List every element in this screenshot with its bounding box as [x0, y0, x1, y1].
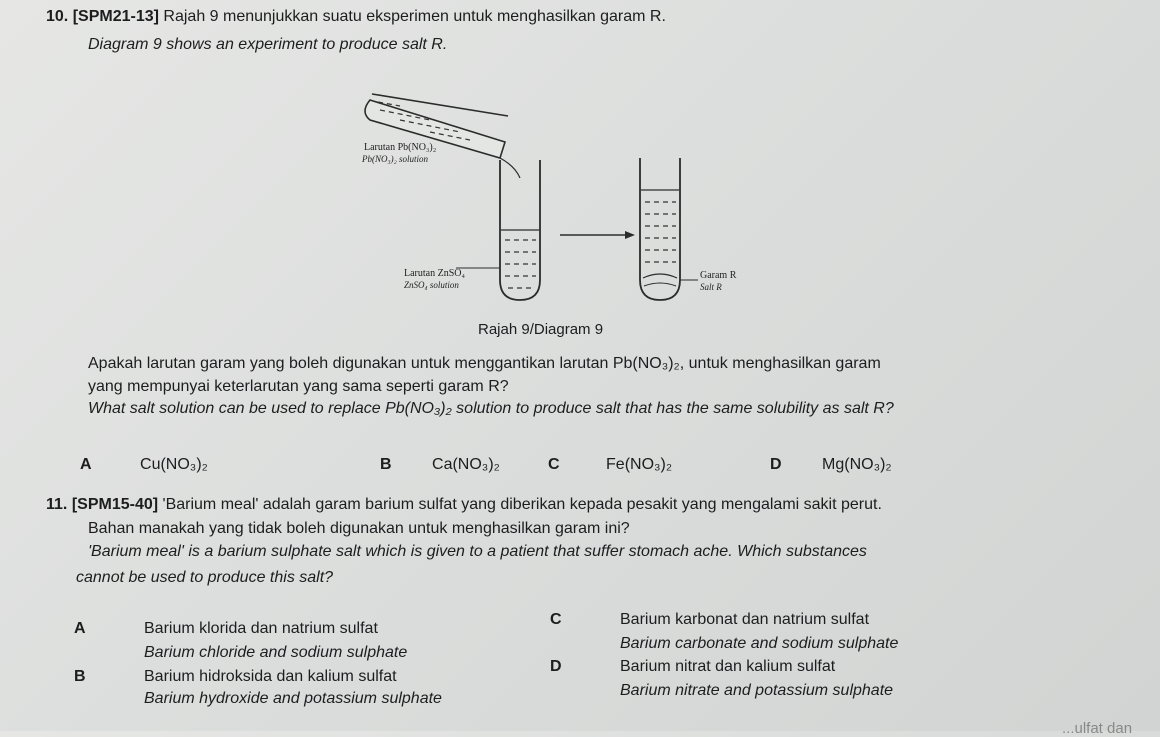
q11-english-1: 'Barium meal' is a barium sulphate salt which is given to a patient that suffer stomach ache. Which substances [88, 543, 867, 560]
option-letter: B [380, 456, 392, 473]
option-text-malay: Barium klorida dan natrium sulfat [144, 620, 378, 637]
q10-question-english: What salt solution can be used to replace Pb(NO₃)₂ solution to produce salt that has the same solubility as salt R? [88, 400, 894, 417]
q11-english-2: cannot be used to produce this salt? [76, 569, 334, 586]
option-text: Mg(NO₃)₂ [822, 456, 892, 473]
option-text: Cu(NO₃)₂ [140, 456, 208, 473]
q11-malay-1: 'Barium meal' adalah garam barium sulfat yang diberikan kepada pesakit yang mengalami sakit perut. [162, 496, 882, 513]
option-letter: A [80, 456, 92, 473]
q10-option-a[interactable] [80, 456, 208, 474]
q10-option-d[interactable] [770, 456, 892, 474]
experiment-diagram [340, 80, 780, 310]
option-text-malay: Barium hidroksida dan kalium sulfat [144, 668, 397, 685]
label-salt-english: Salt R [700, 282, 722, 292]
label-pb-malay: Larutan Pb(NO₃)₂ [364, 142, 437, 153]
left-test-tube [500, 160, 540, 300]
option-text-english: Barium nitrate and potassium sulphate [620, 682, 894, 699]
q10-intro-english: Diagram 9 shows an experiment to produce salt R. [88, 36, 448, 53]
q11-header-malay [46, 496, 882, 514]
label-salt-malay: Garam R [700, 270, 737, 281]
right-test-tube [640, 158, 698, 300]
option-text-malay: Barium nitrat dan kalium sulfat [620, 658, 836, 675]
q10-option-c[interactable] [548, 456, 672, 474]
option-letter: A [74, 620, 86, 637]
q11-number: 11. [46, 496, 68, 513]
q10-question-malay-2: yang mempunyai keterlarutan yang sama seperti garam R? [88, 378, 509, 395]
option-text-english: Barium carbonate and sodium sulphate [620, 635, 899, 652]
q10-header-malay [46, 8, 666, 26]
option-letter: D [770, 456, 782, 473]
option-letter: C [550, 611, 562, 628]
pour-stream [500, 158, 520, 178]
label-zn-malay: Larutan ZnSO₄ [404, 268, 465, 279]
reaction-arrow [560, 231, 635, 239]
label-zn-english: ZnSO₄ solution [404, 280, 459, 290]
option-text: Ca(NO₃)₂ [432, 456, 500, 473]
q11-code: [SPM15-40] [71, 496, 159, 513]
option-text-english: Barium chloride and sodium sulphate [144, 644, 408, 661]
q10-code: [SPM21-13] [72, 8, 159, 25]
option-text-malay: Barium karbonat dan natrium sulfat [620, 611, 870, 628]
q10-option-b[interactable] [380, 456, 500, 474]
label-pb-english: Pb(NO₃)₂ solution [362, 154, 429, 164]
option-text-english: Barium hydroxide and potassium sulphate [144, 690, 442, 707]
next-page-fragment: ...ulfat dan [1062, 720, 1133, 737]
q10-question-malay-1: Apakah larutan garam yang boleh digunakan untuk menggantikan larutan Pb(NO₃)₂, untuk menghasilkan garam [88, 355, 881, 372]
q10-number: 10. [46, 8, 69, 25]
option-letter: C [548, 456, 560, 473]
option-letter: B [74, 668, 86, 685]
q10-intro-malay: Rajah 9 menunjukkan suatu eksperimen untuk menghasilkan garam R. [163, 8, 666, 25]
option-text: Fe(NO₃)₂ [606, 456, 673, 473]
diagram-caption: Rajah 9/Diagram 9 [478, 321, 604, 338]
option-letter: D [550, 658, 562, 675]
q11-malay-2: Bahan manakah yang tidak boleh digunakan untuk menghasilkan garam ini? [88, 520, 630, 537]
